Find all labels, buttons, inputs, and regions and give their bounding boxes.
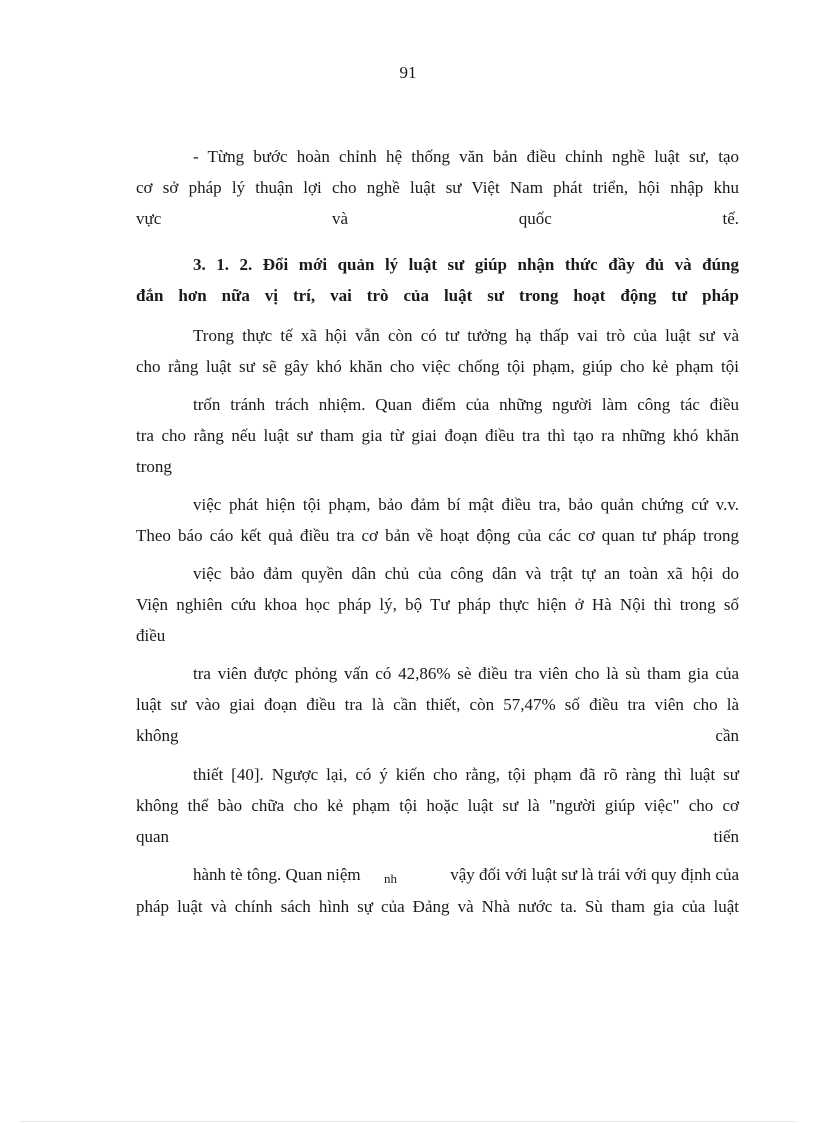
text-line-23: pháp luật và chính sách hình sự của Đảng và Nhà nước ta. Sù tham gia của luật [136,897,739,916]
text-line-6: Trong thực tế xã hội vẫn còn có tư tưởng hạ thấp vai trò của luật sư và [193,326,739,345]
text-line-22b: vậy đối với luật sư là trái với quy định của [450,865,739,884]
text-line-10: trong [136,457,172,476]
text-line-14: Viện nghiên cứu khoa học pháp lý, bộ Tư pháp thực hiện ở Hà Nội thì trong số [136,595,739,614]
text-fragment-nh: nh [384,871,397,886]
page-bottom-border [20,1121,796,1122]
text-line-13: việc bảo đảm quyền dân chủ của công dân và trật tự an toàn xã hội do [193,564,739,583]
text-line-21: quan tiến [136,827,739,846]
text-line-11: việc phát hiện tội phạm, bảo đảm bí mật điều tra, bảo quản chứng cứ v.v. [193,495,739,514]
text-line-22a: hành tè tông. Quan niệm [193,865,361,884]
section-heading-line-2: đắn hơn nữa vị trí, vai trò của luật sư trong hoạt động tư pháp [136,286,739,305]
text-line-2: cơ sở pháp lý thuận lợi cho nghề luật sư Việt Nam phát triển, hội nhập khu [136,178,739,197]
text-line-19: thiết [40]. Ngược lại, có ý kiến cho rằng, tội phạm đã rõ ràng thì luật sư [193,765,739,784]
text-line-20: không thể bào chữa cho kẻ phạm tội hoặc luật sư là "người giúp việc" cho cơ [136,796,739,815]
text-line-1: - Từng bước hoàn chỉnh hệ thống văn bản điều chỉnh nghề luật sư, tạo [193,147,739,166]
text-line-18: không cần [136,726,739,745]
page-number: 91 [399,63,417,82]
text-line-7: cho rằng luật sư sẽ gây khó khăn cho việc chống tội phạm, giúp cho kẻ phạm tội [136,357,739,376]
text-line-15: điều [136,626,166,645]
section-heading-line-1: 3. 1. 2. Đổi mới quản lý luật sư giúp nhận thức đầy đủ và đúng [193,255,739,274]
text-line-16: tra viên được phỏng vấn có 42,86% sè điều tra viên cho là sù tham gia của [193,664,739,683]
text-line-8: trốn tránh trách nhiệm. Quan điểm của những người làm công tác điều [193,395,739,414]
text-line-9: tra cho rằng nếu luật sư tham gia từ giai đoạn điều tra thì tạo ra những khó khăn [136,426,739,445]
text-line-12: Theo báo cáo kết quả điều tra cơ bản về hoạt động của các cơ quan tư pháp trong [136,526,739,545]
text-line-3: vực và quốc tế. [136,209,739,228]
text-line-17: luật sư vào giai đoạn điều tra là cần thiết, còn 57,47% số điều tra viên cho là [136,695,739,714]
